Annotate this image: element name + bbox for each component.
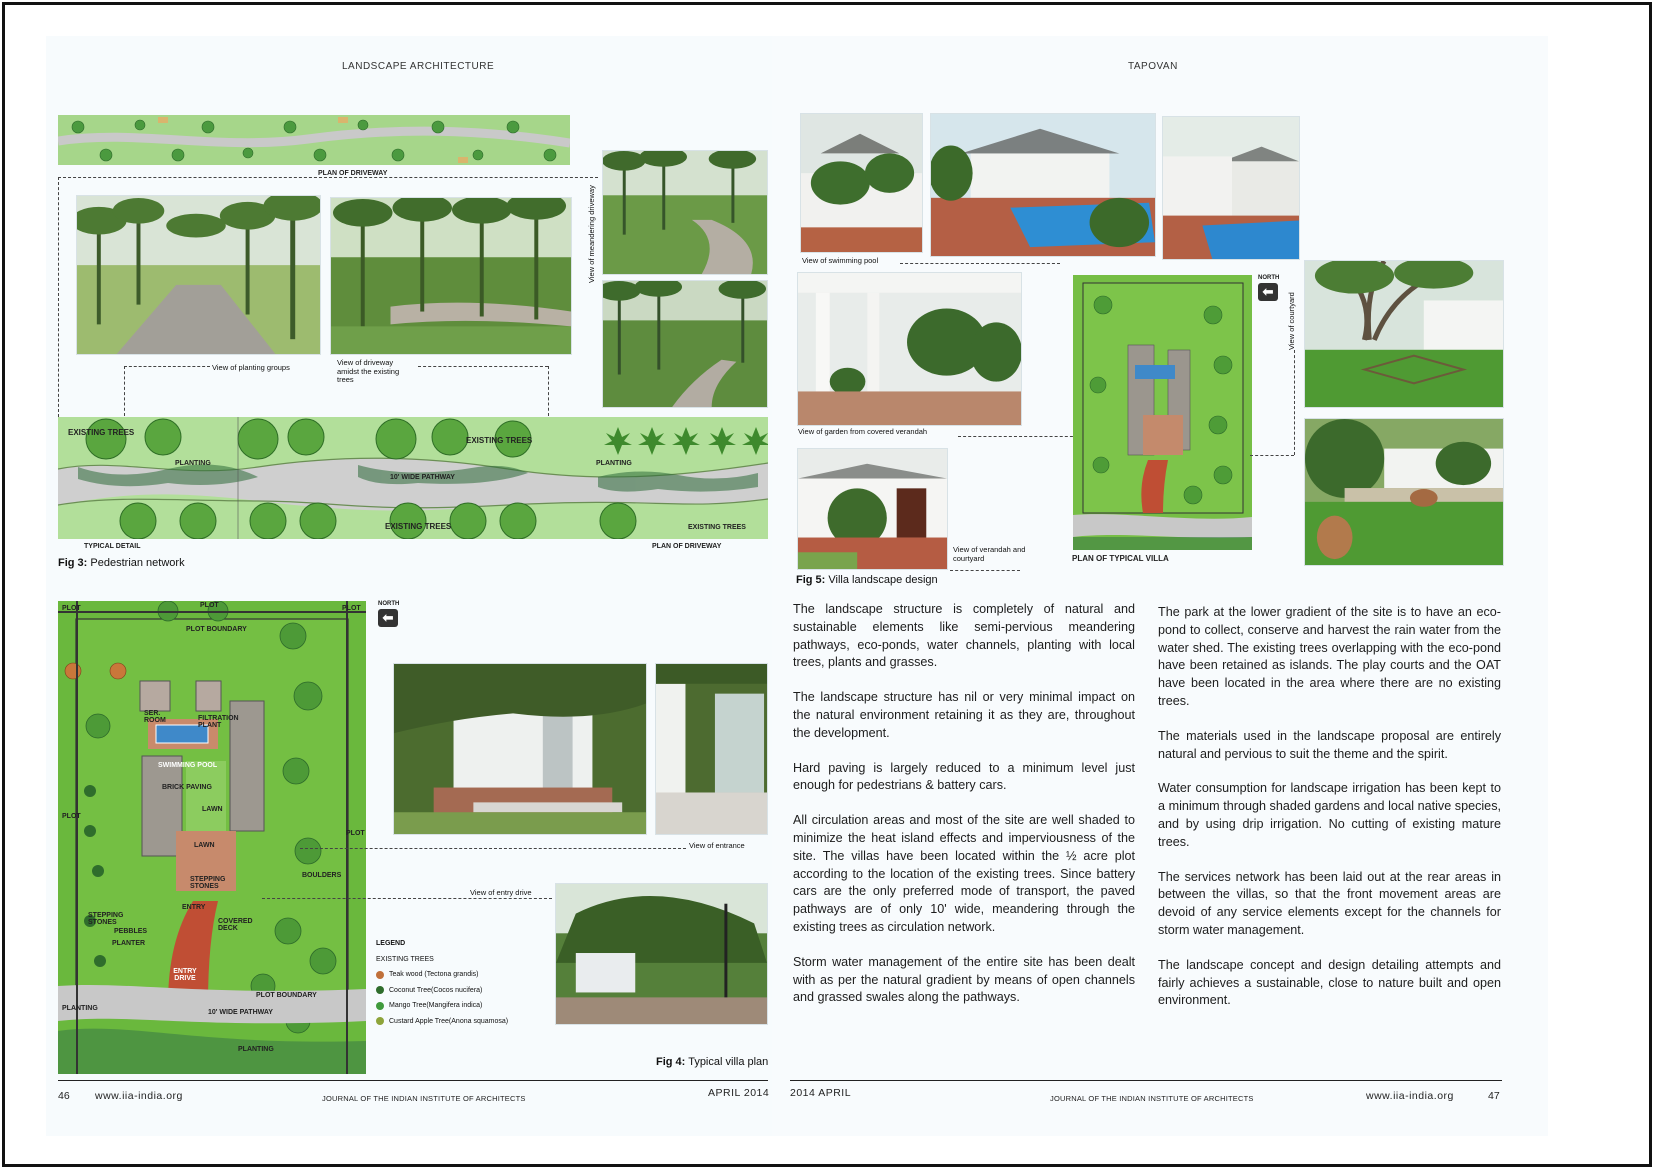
callout-line bbox=[58, 177, 598, 178]
photo-entry-drive bbox=[555, 883, 768, 1025]
photo-courtyard-2 bbox=[1304, 418, 1504, 566]
caption-view-entrance: View of entrance bbox=[689, 841, 745, 850]
caption-view-garden: View of garden from covered verandah bbox=[798, 427, 928, 436]
swimming-pool-label: SWIMMING POOL bbox=[158, 762, 218, 769]
right-running-head: TAPOVAN bbox=[1128, 61, 1178, 72]
photo-meandering-driveway-2 bbox=[602, 280, 768, 408]
left-page-number: 46 bbox=[58, 1090, 70, 1102]
plot-label-4: PLOT bbox=[62, 813, 81, 820]
plot-label-1: PLOT bbox=[62, 605, 81, 612]
lawn-label-1: LAWN bbox=[202, 806, 223, 813]
typical-villa-plan bbox=[1073, 275, 1252, 550]
plot-label-5: PLOT bbox=[346, 830, 365, 837]
callout-line bbox=[124, 366, 125, 416]
legend-item bbox=[376, 967, 508, 983]
plot-label-3: PLOT bbox=[342, 605, 361, 612]
plot-boundary-label: PLOT BOUNDARY bbox=[186, 626, 247, 633]
caption-view-swimming-pool: View of swimming pool bbox=[802, 256, 879, 265]
existing-trees-label-3: EXISTING TREES bbox=[385, 522, 452, 531]
left-footer-site: www.iia-india.org bbox=[95, 1090, 183, 1102]
pebbles-label: PEBBLES bbox=[114, 928, 148, 935]
fig4-text: Typical villa plan bbox=[688, 1056, 769, 1068]
north-indicator-left bbox=[378, 601, 398, 627]
filtration-plant-label: FILTRATION PLANT bbox=[198, 715, 239, 729]
callout-line bbox=[300, 848, 686, 849]
villa-plan bbox=[58, 601, 366, 1074]
stepping-stones-label-2: STEPPING STONES bbox=[88, 912, 124, 926]
stepping-stones-label: STEPPING STONES bbox=[190, 876, 226, 890]
caption-view-planting-groups: View of planting groups bbox=[212, 363, 290, 372]
callout-line bbox=[548, 366, 549, 416]
caption-view-entry-drive: View of entry drive bbox=[470, 888, 532, 897]
footer-rule-left bbox=[58, 1080, 768, 1081]
paragraph: The landscape concept and design detailing attempts and fairly achieves a sustainable, close to nature built and open environment. bbox=[1158, 957, 1501, 1008]
existing-trees-label-4: EXISTING TREES bbox=[688, 524, 746, 531]
right-page-number: 47 bbox=[1488, 1090, 1500, 1102]
north-indicator-right bbox=[1258, 275, 1278, 301]
photo-entrance-1 bbox=[393, 663, 647, 835]
fig4-caption bbox=[656, 1056, 768, 1068]
fig5-number: Fig 5: bbox=[796, 574, 826, 586]
paragraph: Water consumption for landscape irrigation has been kept to a minimum through shaded gardens and local native species, and by using drip irrigation. No cutting of existing mature trees. bbox=[1158, 781, 1501, 849]
coconut-tree-icon bbox=[376, 986, 384, 994]
right-footer-date: 2014 APRIL bbox=[790, 1087, 852, 1099]
fig3-text: Pedestrian network bbox=[90, 557, 185, 569]
legend-item-label: Teak wood (Tectona grandis) bbox=[389, 971, 479, 978]
north-arrow-icon: ⬅ bbox=[1258, 283, 1278, 301]
callout-line bbox=[958, 436, 1078, 437]
fig5-caption bbox=[796, 574, 938, 586]
paragraph: Storm water management of the entire site has been dealt with as per the natural gradient by means of open channels and grassed swales along the pathways. bbox=[793, 954, 1135, 1005]
left-footer-journal: JOURNAL OF THE INDIAN INSTITUTE OF ARCHITECTS bbox=[322, 1094, 526, 1103]
callout-line bbox=[124, 366, 210, 367]
planting-label-villa-1: PLANTING bbox=[62, 1005, 98, 1012]
villa-legend bbox=[376, 936, 508, 1029]
caption-view-driveway-trees: View of driveway amidst the existing trees bbox=[337, 358, 400, 385]
caption-view-meandering-driveway: View of meandering driveway bbox=[587, 185, 596, 283]
north-label-right: NORTH bbox=[1258, 275, 1280, 281]
fig3-number: Fig 3: bbox=[58, 557, 88, 569]
callout-line bbox=[900, 263, 1060, 264]
photo-courtyard-1 bbox=[1304, 260, 1504, 408]
paragraph: Hard paving is largely reduced to a minimum level just enough for pedestrians & battery cars. bbox=[793, 760, 1135, 793]
left-running-head: LANDSCAPE ARCHITECTURE bbox=[342, 61, 495, 72]
caption-view-courtyard: View of courtyard bbox=[1287, 292, 1296, 350]
plan-typical-villa-label: PLAN OF TYPICAL VILLA bbox=[1072, 554, 1169, 563]
legend-item bbox=[376, 1014, 508, 1030]
lawn-label-2: LAWN bbox=[194, 842, 215, 849]
fig5-text: Villa landscape design bbox=[828, 574, 938, 586]
paragraph: The landscape structure has nil or very minimal impact on the natural environment retaining it as they are, throughout the development. bbox=[793, 690, 1135, 740]
plan-of-driveway-label-top: PLAN OF DRIVEWAY bbox=[318, 170, 388, 177]
paragraph: The services network has been laid out at the rear areas in between the villas, so that the front movement areas are devoid of any service elements except for the channels for storm water management. bbox=[1158, 869, 1501, 937]
legend-item-label: Mango Tree(Mangifera indica) bbox=[389, 1002, 483, 1009]
paragraph: The landscape structure is completely of natural and sustainable elements like semi-pervious meandering pathways, eco-ponds, water channels, planting with local trees, plants and grasses. bbox=[793, 602, 1135, 670]
north-label-left: NORTH bbox=[378, 601, 400, 607]
planting-label-villa-2: PLANTING bbox=[238, 1046, 274, 1053]
plan-of-driveway-label: PLAN OF DRIVEWAY bbox=[652, 543, 722, 550]
legend-item bbox=[376, 983, 508, 999]
callout-line bbox=[1294, 350, 1295, 455]
legend-title: LEGEND bbox=[376, 940, 406, 947]
custard-apple-tree-icon bbox=[376, 1017, 384, 1025]
legend-item bbox=[376, 998, 508, 1014]
left-footer-date: APRIL 2014 bbox=[708, 1087, 770, 1099]
right-footer-journal: JOURNAL OF THE INDIAN INSTITUTE OF ARCHITECTS bbox=[1050, 1094, 1254, 1103]
legend-item-label: Coconut Tree(Cocos nucifera) bbox=[389, 986, 483, 994]
ser-room-label: SER. ROOM bbox=[144, 710, 166, 724]
plot-label-2: PLOT bbox=[200, 602, 219, 609]
photo-verandah-courtyard bbox=[797, 448, 948, 570]
photo-pool-1 bbox=[800, 113, 923, 253]
photo-garden-from-verandah bbox=[797, 272, 1022, 426]
photo-planting-groups bbox=[76, 195, 321, 355]
paragraph: The materials used in the landscape proposal are entirely natural and pervious to suit the theme and the spirit. bbox=[1158, 728, 1501, 761]
photo-pool-3 bbox=[1162, 116, 1300, 260]
typical-detail-label: TYPICAL DETAIL bbox=[84, 543, 141, 550]
caption-view-verandah-courtyard: View of verandah and courtyard bbox=[953, 545, 1026, 563]
callout-line bbox=[58, 177, 59, 417]
planter-label: PLANTER bbox=[112, 940, 146, 947]
callout-line bbox=[262, 898, 552, 899]
driveway-strip-plan bbox=[58, 115, 570, 165]
legend-item-label: Custard Apple Tree(Anona squamosa) bbox=[389, 1017, 509, 1025]
boulders-label: BOULDERS bbox=[302, 872, 342, 879]
fig3-caption bbox=[58, 557, 185, 569]
paragraph: The park at the lower gradient of the site is to have an eco-pond to collect, conserve and harvest the rain water from the water shed. The existing trees overlapping with the eco-pond have been retained as islands. The play courts and the OAT have been located in the area where there are no existing trees. bbox=[1158, 605, 1501, 708]
body-column-2 bbox=[1158, 604, 1501, 1027]
north-arrow-icon: ⬅ bbox=[378, 609, 398, 627]
photo-meandering-driveway-1 bbox=[602, 150, 768, 275]
teak-tree-icon bbox=[376, 971, 384, 979]
callout-line bbox=[1250, 455, 1294, 456]
callout-line bbox=[418, 366, 548, 367]
entry-label: ENTRY bbox=[182, 904, 206, 911]
mango-tree-icon bbox=[376, 1002, 384, 1010]
planting-label-1: PLANTING bbox=[175, 460, 211, 467]
pathway-label: 10' WIDE PATHWAY bbox=[390, 474, 455, 481]
planting-label-2: PLANTING bbox=[596, 460, 632, 467]
right-footer-site: www.iia-india.org bbox=[1366, 1090, 1454, 1102]
legend-subtitle: EXISTING TREES bbox=[376, 955, 434, 963]
photo-pool-2 bbox=[930, 113, 1156, 257]
body-column-1 bbox=[793, 601, 1135, 1024]
existing-trees-label-1: EXISTING TREES bbox=[68, 428, 135, 437]
plot-boundary-label-2: PLOT BOUNDARY bbox=[256, 992, 317, 999]
callout-line bbox=[950, 570, 1020, 571]
entry-drive-label: ENTRY DRIVE bbox=[173, 968, 197, 982]
fig4-number: Fig 4: bbox=[656, 1056, 686, 1068]
photo-driveway-amidst-trees bbox=[330, 197, 572, 355]
pathway-label-villa: 10' WIDE PATHWAY bbox=[208, 1009, 273, 1016]
photo-entrance-2 bbox=[655, 663, 768, 835]
existing-trees-label-2: EXISTING TREES bbox=[466, 436, 533, 445]
paragraph: All circulation areas and most of the site are well shaded to minimize the heat island effects and imperviousness of the site. The villas have been located within the ½ acre plot according to the location of the existing trees. Since battery cars are the only preferred mode of transport, the paved pathways are of only 10' wide, meandering through the existing trees as circulation network. bbox=[793, 813, 1135, 934]
footer-rule-right bbox=[790, 1080, 1502, 1081]
brick-paving-label: BRICK PAVING bbox=[162, 784, 212, 791]
covered-deck-label: COVERED DECK bbox=[218, 918, 253, 932]
